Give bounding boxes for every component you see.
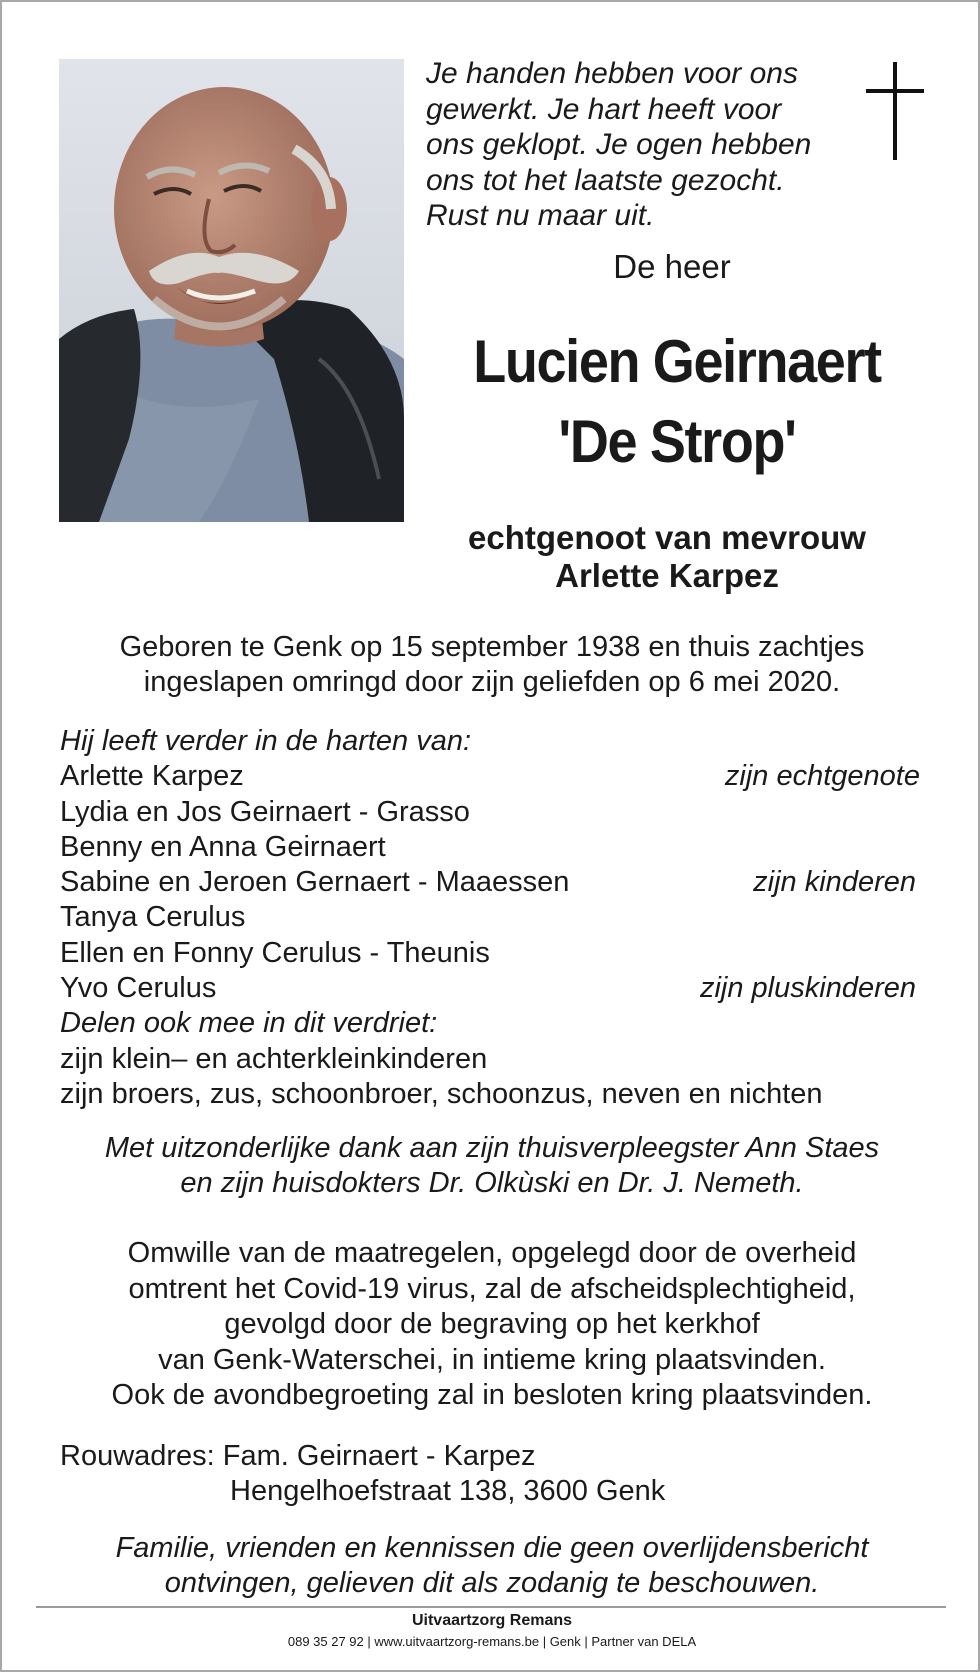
spouse-line: echtgenoot van mevrouw: [468, 519, 866, 556]
address-line: Hengelhoefstraat 138, 3600 Genk: [230, 1475, 666, 1507]
notice-line: Familie, vrienden en kennissen die geen overlijdensbericht: [115, 1532, 869, 1564]
family-member: Arlette Karpez: [60, 760, 244, 793]
poem-line: Rust nu maar uit.: [426, 199, 655, 232]
ceremony-line: gevolgd door de begraving op het kerkhof: [224, 1308, 760, 1340]
family-row: [60, 830, 920, 865]
portrait-illustration: [59, 59, 404, 522]
poem-line: ons tot het laatste gezocht.: [426, 163, 785, 197]
family-relation: zijn pluskinderen: [699, 972, 916, 1005]
poem: [426, 56, 856, 234]
family-member: Benny en Anna Geirnaert: [60, 830, 386, 863]
footer-divider: [36, 1606, 946, 1608]
poem-line: Je handen hebben voor ons: [426, 57, 798, 90]
cross-icon: [866, 62, 924, 162]
ceremony-text: [42, 1236, 942, 1414]
ceremony-line: Ook de avondbegroeting zal in besloten kring plaatsvinden.: [111, 1379, 873, 1411]
deceased-name: Lucien Geirnaert: [473, 328, 881, 395]
funeral-company-info: 089 35 27 92 | www.uitvaartzorg-remans.be | Genk | Partner van DELA: [287, 1634, 697, 1649]
family-row: [60, 795, 920, 830]
spouse-block: [422, 519, 912, 595]
poem-line: gewerkt. Je hart heeft voor: [426, 92, 782, 126]
family-other: zijn broers, zus, schoonbroer, schoonzus, neven en nichten: [60, 1077, 823, 1110]
family-heading-2: Delen ook mee in dit verdriet:: [60, 1007, 438, 1040]
notice-text: [42, 1531, 942, 1601]
birth-line: Geboren te Genk op 15 september 1938 en thuis zachtjes: [119, 631, 865, 663]
family-member: Tanya Cerulus: [60, 901, 246, 934]
address-line: Rouwadres: Fam. Geirnaert - Karpez: [60, 1440, 536, 1472]
thanks-text: [42, 1131, 942, 1201]
family-member: Yvo Cerulus: [60, 972, 217, 1005]
ceremony-line: van Genk-Waterschei, in intieme kring plaatsvinden.: [158, 1343, 826, 1376]
poem-line: ons geklopt. Je ogen hebben: [426, 128, 812, 161]
family-row: [60, 971, 920, 1006]
birth-death-text: [42, 630, 942, 700]
ceremony-line: Omwille van de maatregelen, opgelegd door de overheid: [127, 1237, 857, 1269]
family-member: Ellen en Fonny Cerulus - Theunis: [60, 936, 490, 969]
family-other: zijn klein– en achterkleinkinderen: [60, 1042, 488, 1075]
thanks-line: Met uitzonderlijke dank aan zijn thuisverpleegster Ann Staes: [104, 1132, 880, 1164]
family-member: Lydia en Jos Geirnaert - Grasso: [60, 795, 470, 828]
family-list: [60, 724, 920, 1112]
funeral-company-name: Uitvaartzorg Remans: [411, 1612, 573, 1629]
family-row: [60, 759, 920, 794]
thanks-line: en zijn huisdokters Dr. Olkùski en Dr. J. Nemeth.: [180, 1167, 804, 1199]
family-relation: zijn echtgenote: [724, 760, 920, 793]
deceased-nickname: 'De Strop': [558, 408, 796, 475]
notice-line: ontvingen, gelieven dit als zodanig te beschouwen.: [164, 1567, 820, 1599]
salutation: De heer: [613, 248, 731, 285]
spouse-name: Arlette Karpez: [555, 557, 779, 594]
ceremony-line: omtrent het Covid-19 virus, zal de afscheidsplechtigheid,: [128, 1272, 856, 1305]
family-relation: zijn kinderen: [753, 866, 916, 899]
portrait-photo: [59, 59, 404, 522]
mourning-address: [60, 1439, 920, 1509]
family-row: [60, 865, 920, 900]
death-line: ingeslapen omringd door zijn geliefden op 6 mei 2020.: [143, 666, 841, 698]
family-row: [60, 936, 920, 971]
deceased-name-block: [466, 322, 889, 482]
family-heading: Hij leeft verder in de harten van:: [60, 725, 472, 757]
family-row: [60, 900, 920, 935]
family-member: Sabine en Jeroen Gernaert - Maaessen: [60, 866, 570, 899]
